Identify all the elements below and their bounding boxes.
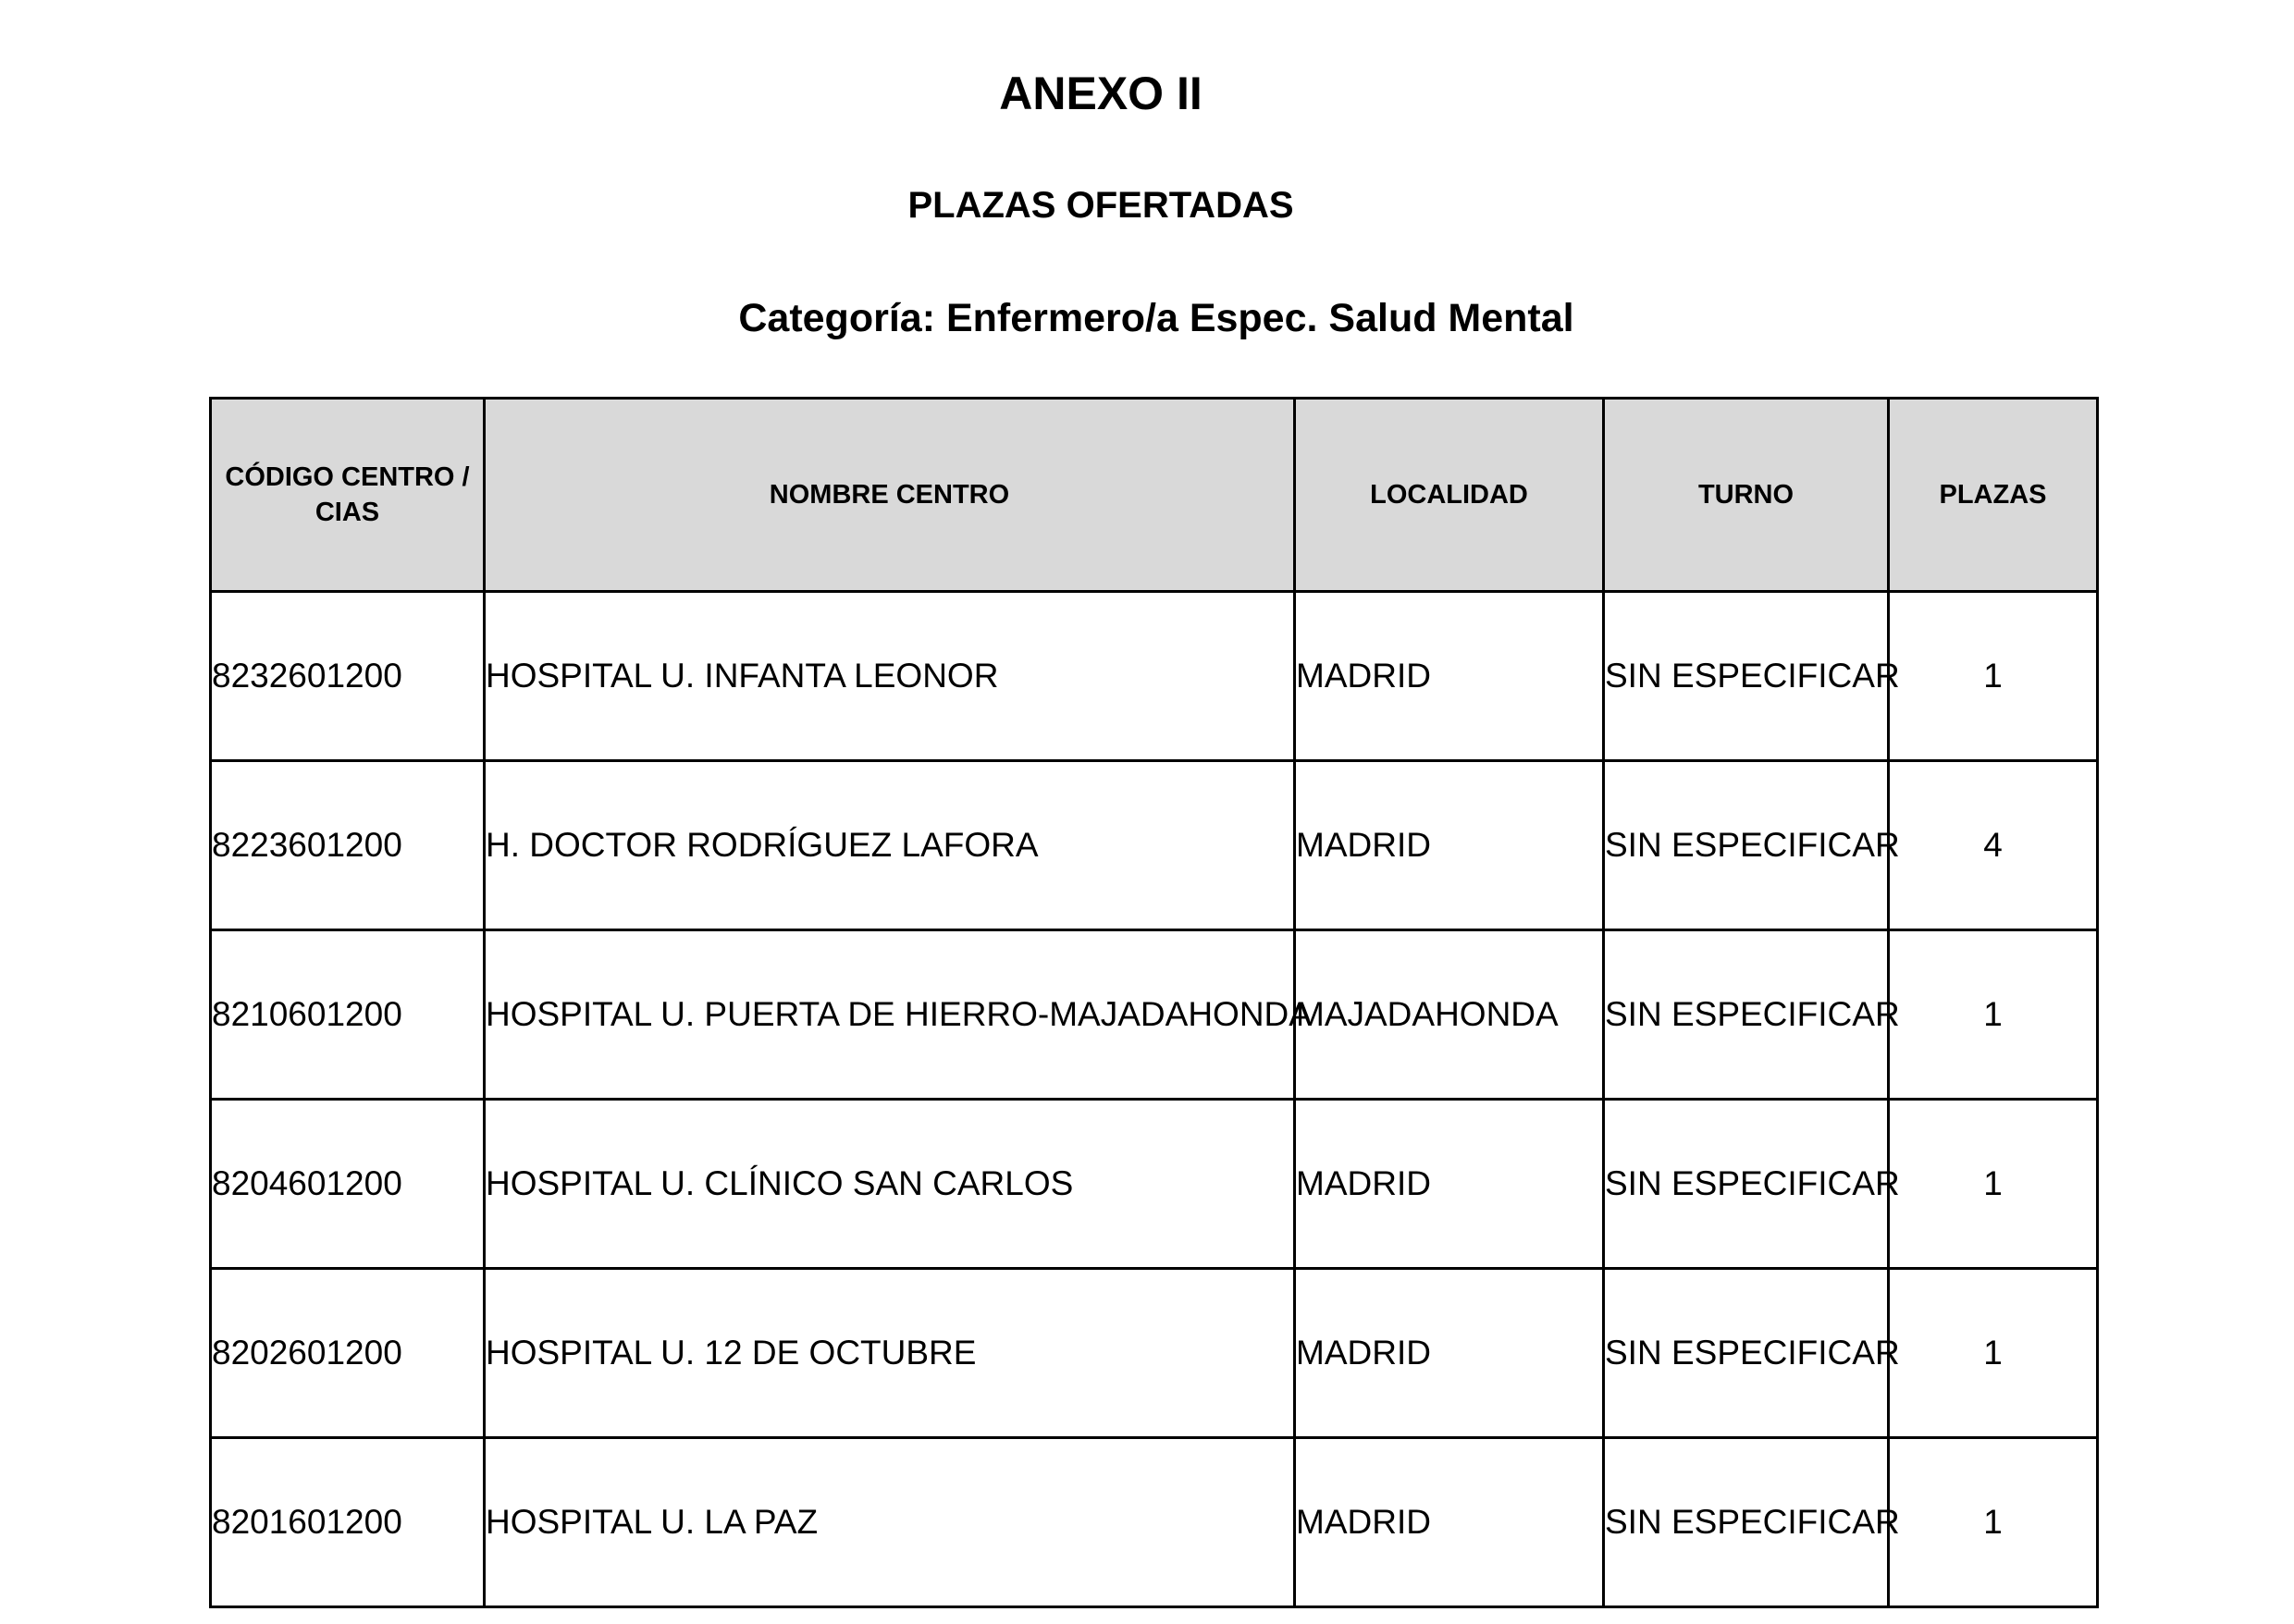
cell-plazas: 4 (1889, 761, 2098, 930)
header-turno: TURNO (1604, 399, 1889, 592)
cell-turno: SIN ESPECIFICAR (1604, 1269, 1889, 1438)
cell-localidad: MAJADAHONDA (1295, 930, 1604, 1100)
cell-codigo: 8204601200 (211, 1100, 485, 1269)
cell-turno: SIN ESPECIFICAR (1604, 761, 1889, 930)
cell-nombre: HOSPITAL U. PUERTA DE HIERRO-MAJADAHONDA (485, 930, 1295, 1100)
table-row (211, 761, 2098, 930)
document-title: ANEXO II (999, 68, 1202, 119)
header-codigo-line1: CÓDIGO CENTRO / (225, 462, 470, 492)
cell-plazas: 1 (1889, 1100, 2098, 1269)
cell-codigo: 8202601200 (211, 1269, 485, 1438)
cell-nombre: HOSPITAL U. LA PAZ (485, 1438, 1295, 1607)
table-row (211, 592, 2098, 761)
header-plazas: PLAZAS (1889, 399, 2098, 592)
cell-turno: SIN ESPECIFICAR (1604, 930, 1889, 1100)
table-header-row (211, 399, 2098, 592)
header-localidad: LOCALIDAD (1295, 399, 1604, 592)
cell-codigo: 8201601200 (211, 1438, 485, 1607)
document-category: Categoría: Enfermero/a Espec. Salud Mental (738, 296, 1574, 340)
cell-nombre: HOSPITAL U. 12 DE OCTUBRE (485, 1269, 1295, 1438)
cell-localidad: MADRID (1295, 1269, 1604, 1438)
cell-nombre: H. DOCTOR RODRÍGUEZ LAFORA (485, 761, 1295, 930)
cell-codigo: 8232601200 (211, 592, 485, 761)
document-subtitle: PLAZAS OFERTADAS (907, 185, 1294, 226)
table-row (211, 930, 2098, 1100)
header-codigo (211, 399, 485, 592)
cell-nombre: HOSPITAL U. CLÍNICO SAN CARLOS (485, 1100, 1295, 1269)
cell-localidad: MADRID (1295, 761, 1604, 930)
cell-turno: SIN ESPECIFICAR (1604, 592, 1889, 761)
cell-turno: SIN ESPECIFICAR (1604, 1100, 1889, 1269)
table-row (211, 1100, 2098, 1269)
cell-plazas: 1 (1889, 1269, 2098, 1438)
cell-localidad: MADRID (1295, 1100, 1604, 1269)
cell-codigo: 8223601200 (211, 761, 485, 930)
cell-codigo: 8210601200 (211, 930, 485, 1100)
header-nombre: NOMBRE CENTRO (485, 399, 1295, 592)
plazas-table (209, 397, 2099, 1608)
cell-turno: SIN ESPECIFICAR (1604, 1438, 1889, 1607)
cell-localidad: MADRID (1295, 592, 1604, 761)
cell-nombre: HOSPITAL U. INFANTA LEONOR (485, 592, 1295, 761)
cell-plazas: 1 (1889, 930, 2098, 1100)
cell-localidad: MADRID (1295, 1438, 1604, 1607)
cell-plazas: 1 (1889, 1438, 2098, 1607)
table-row (211, 1438, 2098, 1607)
table-row (211, 1269, 2098, 1438)
cell-plazas: 1 (1889, 592, 2098, 761)
header-codigo-line2: CIAS (314, 498, 380, 527)
